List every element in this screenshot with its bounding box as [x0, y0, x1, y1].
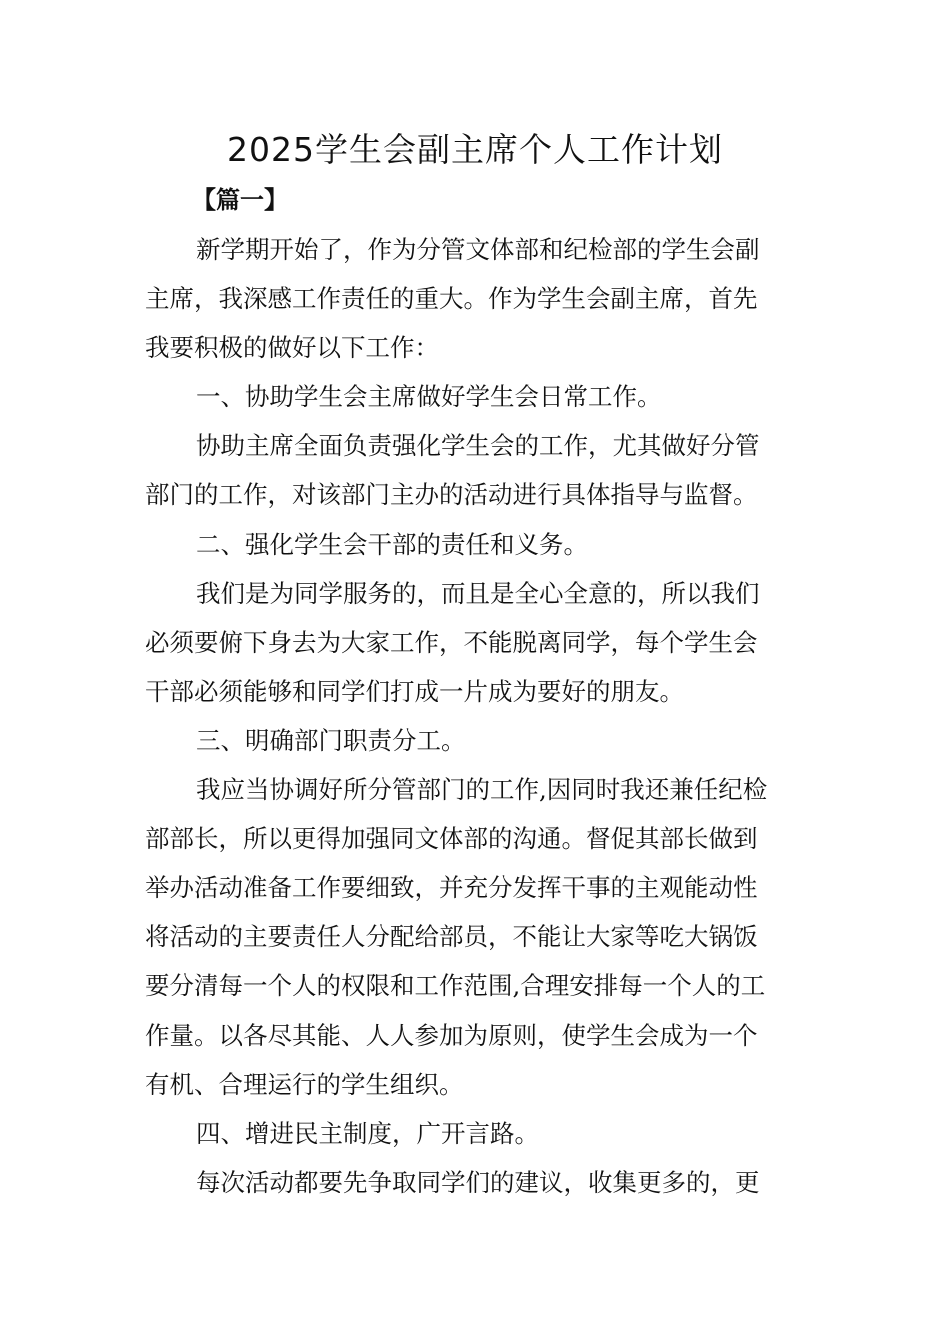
text-line: 四、增进民主制度，广开言路。: [196, 1118, 539, 1148]
text-line: 作量。以各尽其能、人人参加为原则，使学生会成为一个: [145, 1020, 758, 1050]
text-line: 新学期开始了，作为分管文体部和纪检部的学生会副: [196, 235, 760, 264]
text-line: 要分清每一个人的权限和工作范围,合理安排每一个人的工: [145, 971, 766, 1001]
text-line: 我要积极的做好以下工作：: [145, 333, 439, 363]
text-line: 协助主席全面负责强化学生会的工作，尤其做好分管: [196, 431, 760, 461]
text-line: 每次活动都要先争取同学们的建议，收集更多的，更: [196, 1167, 760, 1197]
text-line: 二、强化学生会干部的责任和义务。: [196, 529, 588, 559]
text-line: 必须要俯下身去为大家工作，不能脱离同学，每个学生会: [145, 627, 758, 657]
section-label: 【篇一】: [192, 186, 288, 214]
text-line: 举办活动准备工作要细致，并充分发挥干事的主观能动性: [145, 873, 758, 903]
text-line: 部部长，所以更得加强同文体部的沟通。督促其部长做到: [145, 824, 758, 854]
text-line: 主席，我深感工作责任的重大。作为学生会副主席，首先: [145, 284, 758, 314]
document-title: 2025学生会副主席个人工作计划: [227, 130, 723, 169]
text-line: 干部必须能够和同学们打成一片成为要好的朋友。: [145, 676, 684, 706]
text-line: 我应当协调好所分管部门的工作,因同时我还兼任纪检: [196, 775, 768, 805]
text-line: 一、协助学生会主席做好学生会日常工作。: [196, 382, 662, 412]
text-line: 将活动的主要责任人分配给部员，不能让大家等吃大锅饭: [145, 922, 758, 952]
text-line: 有机、合理运行的学生组织。: [145, 1069, 464, 1099]
text-line: 我们是为同学服务的，而且是全心全意的，所以我们: [196, 578, 760, 608]
text-line: 三、明确部门职责分工。: [196, 725, 466, 755]
text-line: 部门的工作，对该部门主办的活动进行具体指导与监督。: [145, 480, 758, 510]
document-body: [145, 225, 810, 1207]
